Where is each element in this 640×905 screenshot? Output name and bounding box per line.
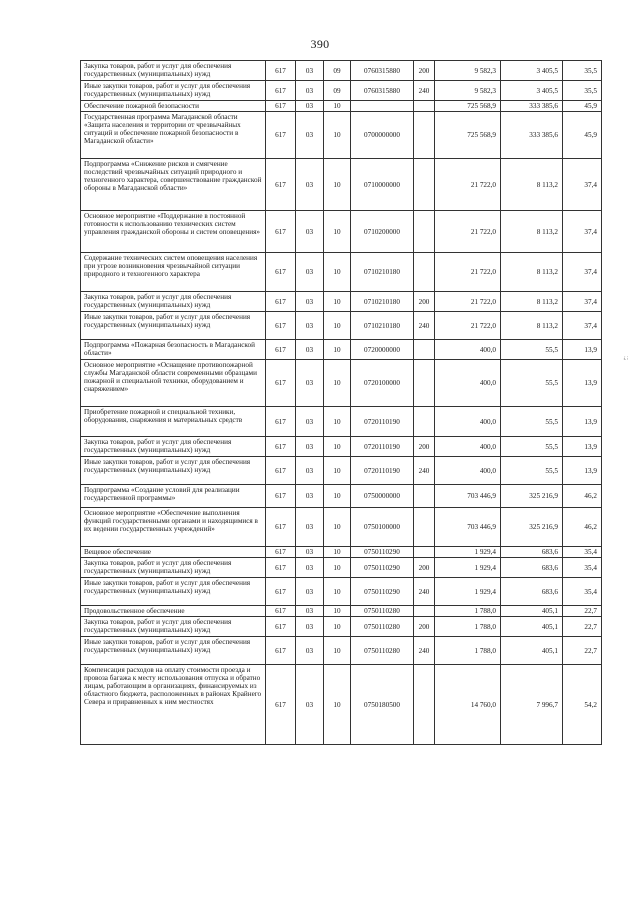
executed-amount: 8 113,2: [501, 292, 563, 312]
approved-amount: 21 722,0: [435, 211, 501, 253]
row-name: Иные закупки товаров, работ и услуг для обеспечения государственных (муниципальных) нужд: [81, 312, 266, 340]
table-row: [81, 159, 602, 211]
execution-percent: 35,5: [563, 61, 602, 81]
approved-amount: 1 929,4: [435, 578, 501, 606]
table-row: [81, 457, 602, 485]
section-code: 03: [296, 407, 324, 437]
expense-type-code: [414, 407, 435, 437]
approved-amount: 400,0: [435, 457, 501, 485]
approved-amount: 21 722,0: [435, 159, 501, 211]
section-code: 03: [296, 437, 324, 457]
executed-amount: 405,1: [501, 637, 563, 665]
row-name: Компенсация расходов на оплату стоимости проезда и провоза багажа к месту использования отпуска и обратно лицам, работающим в организациях, финансируемых из областного бюджета, расположенных в районах Крайнего Севера и приравненных к ним местностях: [81, 665, 266, 745]
table-row: [81, 407, 602, 437]
expense-type-code: [414, 485, 435, 508]
approved-amount: 21 722,0: [435, 253, 501, 292]
ministry-code: 617: [266, 606, 296, 617]
expense-type-code: 200: [414, 558, 435, 578]
row-name: Содержание технических систем оповещения населения при угрозе возникновения чрезвычайной ситуации природного и техногенного характера: [81, 253, 266, 292]
row-name: Подпрограмма «Снижение рисков и смягчение последствий чрезвычайных ситуаций природного и техногенного характера, совершенствование гражданской обороны в Магаданской области»: [81, 159, 266, 211]
execution-percent: 37,4: [563, 211, 602, 253]
target-item-code: 0710210180: [351, 312, 414, 340]
execution-percent: 13,9: [563, 437, 602, 457]
section-code: 03: [296, 253, 324, 292]
target-item-code: 0760315880: [351, 81, 414, 101]
expense-type-code: [414, 253, 435, 292]
ministry-code: 617: [266, 101, 296, 112]
expense-type-code: [414, 101, 435, 112]
table-row: [81, 437, 602, 457]
expense-type-code: [414, 665, 435, 745]
execution-percent: 54,2: [563, 665, 602, 745]
row-name: Вещевое обеспечение: [81, 547, 266, 558]
expense-type-code: 240: [414, 578, 435, 606]
section-code: 03: [296, 360, 324, 407]
expense-type-code: 200: [414, 61, 435, 81]
execution-percent: 35,4: [563, 547, 602, 558]
row-name: Иные закупки товаров, работ и услуг для обеспечения государственных (муниципальных) нужд: [81, 81, 266, 101]
approved-amount: 400,0: [435, 360, 501, 407]
row-name: Иные закупки товаров, работ и услуг для обеспечения государственных (муниципальных) нужд: [81, 457, 266, 485]
target-item-code: 0750110280: [351, 637, 414, 665]
executed-amount: 7 996,7: [501, 665, 563, 745]
execution-percent: 13,9: [563, 360, 602, 407]
target-item-code: 0720110190: [351, 437, 414, 457]
row-name: Основное мероприятие «Обеспечение выполнения функций государственными органами и находящимися в их ведении государственных учреждений»: [81, 508, 266, 547]
ministry-code: 617: [266, 578, 296, 606]
executed-amount: 8 113,2: [501, 211, 563, 253]
ministry-code: 617: [266, 508, 296, 547]
executed-amount: 325 216,9: [501, 508, 563, 547]
execution-percent: 13,9: [563, 340, 602, 360]
expense-type-code: [414, 211, 435, 253]
row-name: Обеспечение пожарной безопасности: [81, 101, 266, 112]
execution-percent: 13,9: [563, 457, 602, 485]
execution-percent: 46,2: [563, 508, 602, 547]
section-code: 03: [296, 112, 324, 159]
subsection-code: 10: [324, 112, 351, 159]
executed-amount: 405,1: [501, 617, 563, 637]
executed-amount: 3 405,5: [501, 61, 563, 81]
expense-type-code: 200: [414, 292, 435, 312]
target-item-code: 0700000000: [351, 112, 414, 159]
ministry-code: 617: [266, 340, 296, 360]
ministry-code: 617: [266, 637, 296, 665]
target-item-code: 0720000000: [351, 340, 414, 360]
subsection-code: 10: [324, 159, 351, 211]
section-code: 03: [296, 547, 324, 558]
executed-amount: 8 113,2: [501, 253, 563, 292]
execution-percent: 35,4: [563, 558, 602, 578]
executed-amount: 55,5: [501, 407, 563, 437]
executed-amount: 55,5: [501, 340, 563, 360]
executed-amount: 333 385,6: [501, 101, 563, 112]
section-code: 03: [296, 61, 324, 81]
table-row: [81, 558, 602, 578]
subsection-code: 09: [324, 81, 351, 101]
ministry-code: 617: [266, 457, 296, 485]
section-code: 03: [296, 485, 324, 508]
ministry-code: 617: [266, 61, 296, 81]
subsection-code: 10: [324, 292, 351, 312]
target-item-code: 0760315880: [351, 61, 414, 81]
executed-amount: 55,5: [501, 360, 563, 407]
expense-type-code: 200: [414, 437, 435, 457]
execution-percent: 46,2: [563, 485, 602, 508]
table-row: [81, 547, 602, 558]
page-number: 390: [310, 37, 330, 51]
subsection-code: 10: [324, 578, 351, 606]
table-row: [81, 578, 602, 606]
executed-amount: 8 113,2: [501, 159, 563, 211]
table-row: [81, 606, 602, 617]
target-item-code: 0710200000: [351, 211, 414, 253]
executed-amount: 325 216,9: [501, 485, 563, 508]
table-row: [81, 211, 602, 253]
subsection-code: 10: [324, 211, 351, 253]
approved-amount: 21 722,0: [435, 312, 501, 340]
expense-type-code: [414, 606, 435, 617]
executed-amount: 55,5: [501, 457, 563, 485]
expense-type-code: 240: [414, 312, 435, 340]
subsection-code: 10: [324, 558, 351, 578]
margin-mark: ¿ ;: [623, 356, 629, 361]
subsection-code: 10: [324, 606, 351, 617]
table-row: [81, 637, 602, 665]
subsection-code: 10: [324, 340, 351, 360]
subsection-code: 10: [324, 665, 351, 745]
ministry-code: 617: [266, 211, 296, 253]
expense-type-code: 240: [414, 637, 435, 665]
section-code: 03: [296, 508, 324, 547]
table-row: [81, 112, 602, 159]
budget-table-body: [81, 61, 602, 745]
execution-percent: 35,5: [563, 81, 602, 101]
section-code: 03: [296, 340, 324, 360]
ministry-code: 617: [266, 617, 296, 637]
row-name: Приобретение пожарной и специальной техники, оборудования, снаряжения и материальных средств: [81, 407, 266, 437]
expense-type-code: [414, 360, 435, 407]
ministry-code: 617: [266, 292, 296, 312]
subsection-code: 10: [324, 101, 351, 112]
expense-type-code: [414, 340, 435, 360]
approved-amount: 1 929,4: [435, 547, 501, 558]
subsection-code: 10: [324, 508, 351, 547]
row-name: Подпрограмма «Пожарная безопасность в Магаданской области»: [81, 340, 266, 360]
subsection-code: 10: [324, 637, 351, 665]
execution-percent: 37,4: [563, 159, 602, 211]
ministry-code: 617: [266, 665, 296, 745]
subsection-code: 10: [324, 360, 351, 407]
section-code: 03: [296, 312, 324, 340]
table-row: [81, 61, 602, 81]
expense-type-code: [414, 159, 435, 211]
approved-amount: 14 760,0: [435, 665, 501, 745]
execution-percent: 35,4: [563, 578, 602, 606]
subsection-code: 10: [324, 253, 351, 292]
table-row: [81, 81, 602, 101]
approved-amount: 9 582,3: [435, 81, 501, 101]
section-code: 03: [296, 81, 324, 101]
section-code: 03: [296, 637, 324, 665]
row-name: Закупка товаров, работ и услуг для обеспечения государственных (муниципальных) нужд: [81, 558, 266, 578]
approved-amount: 1 929,4: [435, 558, 501, 578]
approved-amount: 9 582,3: [435, 61, 501, 81]
subsection-code: 10: [324, 407, 351, 437]
target-item-code: 0750000000: [351, 485, 414, 508]
executed-amount: 3 405,5: [501, 81, 563, 101]
row-name: Государственная программа Магаданской области «Защита населения и территории от чрезвычайных ситуаций и обеспечение пожарной безопасности в Магаданской области»: [81, 112, 266, 159]
executed-amount: 333 385,6: [501, 112, 563, 159]
row-name: Закупка товаров, работ и услуг для обеспечения государственных (муниципальных) нужд: [81, 617, 266, 637]
approved-amount: 400,0: [435, 437, 501, 457]
execution-percent: 22,7: [563, 637, 602, 665]
ministry-code: 617: [266, 253, 296, 292]
expense-type-code: 240: [414, 457, 435, 485]
table-row: [81, 360, 602, 407]
target-item-code: 0750180500: [351, 665, 414, 745]
section-code: 03: [296, 292, 324, 312]
row-name: Иные закупки товаров, работ и услуг для обеспечения государственных (муниципальных) нужд: [81, 637, 266, 665]
subsection-code: 09: [324, 61, 351, 81]
target-item-code: 0710210180: [351, 292, 414, 312]
ministry-code: 617: [266, 437, 296, 457]
section-code: 03: [296, 606, 324, 617]
subsection-code: 10: [324, 312, 351, 340]
expense-type-code: [414, 508, 435, 547]
subsection-code: 10: [324, 547, 351, 558]
target-item-code: [351, 101, 414, 112]
section-code: 03: [296, 101, 324, 112]
ministry-code: 617: [266, 547, 296, 558]
section-code: 03: [296, 665, 324, 745]
executed-amount: 683,6: [501, 547, 563, 558]
table-row: [81, 485, 602, 508]
executed-amount: 55,5: [501, 437, 563, 457]
section-code: 03: [296, 578, 324, 606]
subsection-code: 10: [324, 457, 351, 485]
ministry-code: 617: [266, 81, 296, 101]
ministry-code: 617: [266, 159, 296, 211]
execution-percent: 37,4: [563, 312, 602, 340]
target-item-code: 0720110190: [351, 407, 414, 437]
budget-table: [80, 60, 602, 745]
expense-type-code: 200: [414, 617, 435, 637]
subsection-code: 10: [324, 437, 351, 457]
target-item-code: 0750110280: [351, 606, 414, 617]
row-name: Продовольственное обеспечение: [81, 606, 266, 617]
approved-amount: 703 446,9: [435, 508, 501, 547]
section-code: 03: [296, 558, 324, 578]
execution-percent: 45,9: [563, 112, 602, 159]
table-row: [81, 508, 602, 547]
table-row: [81, 617, 602, 637]
ministry-code: 617: [266, 485, 296, 508]
row-name: Подпрограмма «Создание условий для реализации государственной программы»: [81, 485, 266, 508]
target-item-code: 0720110190: [351, 457, 414, 485]
execution-percent: 45,9: [563, 101, 602, 112]
target-item-code: 0750110290: [351, 558, 414, 578]
ministry-code: 617: [266, 360, 296, 407]
table-row: [81, 340, 602, 360]
section-code: 03: [296, 457, 324, 485]
executed-amount: 683,6: [501, 578, 563, 606]
approved-amount: 1 788,0: [435, 617, 501, 637]
approved-amount: 1 788,0: [435, 637, 501, 665]
target-item-code: 0720100000: [351, 360, 414, 407]
approved-amount: 725 568,9: [435, 101, 501, 112]
approved-amount: 725 568,9: [435, 112, 501, 159]
expense-type-code: [414, 547, 435, 558]
expense-type-code: [414, 112, 435, 159]
approved-amount: 21 722,0: [435, 292, 501, 312]
expense-type-code: 240: [414, 81, 435, 101]
row-name: Закупка товаров, работ и услуг для обеспечения государственных (муниципальных) нужд: [81, 61, 266, 81]
execution-percent: 22,7: [563, 617, 602, 637]
approved-amount: 1 788,0: [435, 606, 501, 617]
table-row: [81, 253, 602, 292]
target-item-code: 0750110280: [351, 617, 414, 637]
execution-percent: 37,4: [563, 292, 602, 312]
subsection-code: 10: [324, 485, 351, 508]
table-row: [81, 292, 602, 312]
ministry-code: 617: [266, 407, 296, 437]
table-row: [81, 665, 602, 745]
approved-amount: 400,0: [435, 340, 501, 360]
table-row: [81, 312, 602, 340]
row-name: Закупка товаров, работ и услуг для обеспечения государственных (муниципальных) нужд: [81, 292, 266, 312]
ministry-code: 617: [266, 312, 296, 340]
target-item-code: 0710000000: [351, 159, 414, 211]
executed-amount: 405,1: [501, 606, 563, 617]
ministry-code: 617: [266, 112, 296, 159]
row-name: Иные закупки товаров, работ и услуг для обеспечения государственных (муниципальных) нужд: [81, 578, 266, 606]
approved-amount: 400,0: [435, 407, 501, 437]
table-row: [81, 101, 602, 112]
row-name: Основное мероприятие «Оснащение противопожарной службы Магаданской области современными образцами пожарной и специальной техники, оборудованием и снаряжением»: [81, 360, 266, 407]
target-item-code: 0750100000: [351, 508, 414, 547]
target-item-code: 0750110290: [351, 547, 414, 558]
target-item-code: 0710210180: [351, 253, 414, 292]
row-name: Закупка товаров, работ и услуг для обеспечения государственных (муниципальных) нужд: [81, 437, 266, 457]
subsection-code: 10: [324, 617, 351, 637]
execution-percent: 37,4: [563, 253, 602, 292]
executed-amount: 683,6: [501, 558, 563, 578]
executed-amount: 8 113,2: [501, 312, 563, 340]
execution-percent: 13,9: [563, 407, 602, 437]
approved-amount: 703 446,9: [435, 485, 501, 508]
row-name: Основное мероприятие «Поддержание в постоянной готовности к использованию технических систем управления гражданской обороны и систем оповещения»: [81, 211, 266, 253]
execution-percent: 22,7: [563, 606, 602, 617]
ministry-code: 617: [266, 558, 296, 578]
section-code: 03: [296, 211, 324, 253]
target-item-code: 0750110290: [351, 578, 414, 606]
section-code: 03: [296, 617, 324, 637]
section-code: 03: [296, 159, 324, 211]
